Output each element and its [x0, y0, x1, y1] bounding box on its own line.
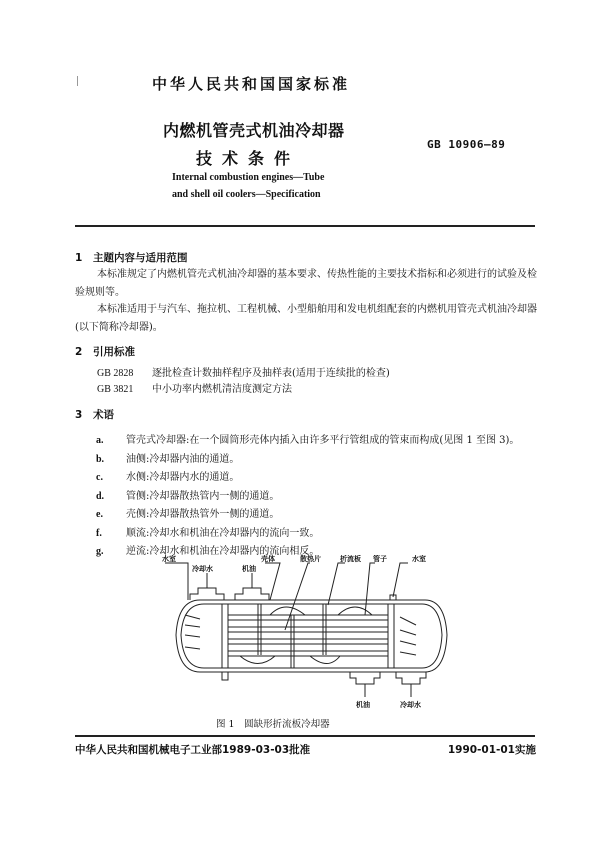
divider-top	[75, 225, 535, 227]
terms-list	[96, 431, 519, 558]
implementation-date: 1990-01-01实施	[447, 744, 536, 756]
term-item: d. 管侧:冷却器散热管内一侧的通道。	[96, 490, 280, 502]
term-item: f. 顺流:冷却水和机油在冷却器内的流向一致。	[96, 527, 320, 539]
reference-item: GB 2828 逐批检查计数抽样程序及抽样表(适用于连续批的检查)	[97, 368, 390, 379]
label-oil-out: 机油	[356, 701, 370, 709]
title-cn-line2: 技术条件	[196, 149, 301, 168]
scan-mark	[77, 76, 78, 86]
label-water-chamber-left: 水室	[162, 555, 176, 563]
label-fins: 散热片	[300, 555, 321, 563]
standard-number: GB 10906—89	[427, 138, 506, 151]
title-en-line1: Internal combustion engines—Tube	[172, 172, 325, 183]
divider-bottom	[75, 735, 535, 737]
cooler-diagram	[160, 555, 460, 715]
section-1-paragraph-2: 本标准适用于与汽车、拖拉机、工程机械、小型船舶用和发电机组配套的内燃机用管壳式机油冷却器(以下简称冷却器)。	[75, 304, 537, 333]
approval-line: 中华人民共和国机械电子工业部1989-03-03批准	[75, 744, 311, 756]
title-en-line2: and shell oil coolers—Specification	[172, 189, 321, 200]
label-shell: 壳体	[261, 555, 275, 563]
label-baffle: 折流板	[340, 555, 361, 563]
reference-item: GB 3821 中小功率内燃机清洁度测定方法	[97, 384, 292, 395]
national-standard-label: 中华人民共和国国家标准	[152, 75, 351, 93]
section-1-paragraph-1: 本标准规定了内燃机管壳式机油冷却器的基本要求、传热性能的主要技术指标和必须进行的试验及检验规则等。	[75, 269, 537, 298]
label-water-chamber-right: 水室	[412, 555, 426, 563]
label-cooling-water-in: 冷却水	[192, 565, 213, 573]
section-3-heading: 3 术语	[75, 409, 114, 421]
figure-caption: 图 1 圆缺形折流板冷却器	[216, 719, 330, 730]
label-oil-in: 机油	[242, 565, 256, 573]
label-cooling-water-out: 冷却水	[400, 701, 421, 709]
term-item: b. 油侧:冷却器内油的通道。	[96, 453, 240, 465]
section-1-heading: 1 主题内容与适用范围	[75, 252, 188, 264]
label-tubes: 管子	[373, 555, 387, 563]
section-2-heading: 2 引用标准	[75, 346, 135, 358]
term-item: c. 水侧:冷却器内水的通道。	[96, 472, 240, 483]
term-item: g. 逆流:冷却水和机油在冷却器内的流向相反。	[96, 546, 320, 557]
term-item: a. 管壳式冷却器:在一个圆筒形壳体内插入由许多平行管组成的管束而构成(见图 1 至图 3)。	[96, 435, 520, 446]
term-item: e. 壳侧:冷却器散热管外一侧的通道。	[96, 509, 280, 520]
title-cn-line1: 内燃机管壳式机油冷却器	[163, 121, 345, 140]
